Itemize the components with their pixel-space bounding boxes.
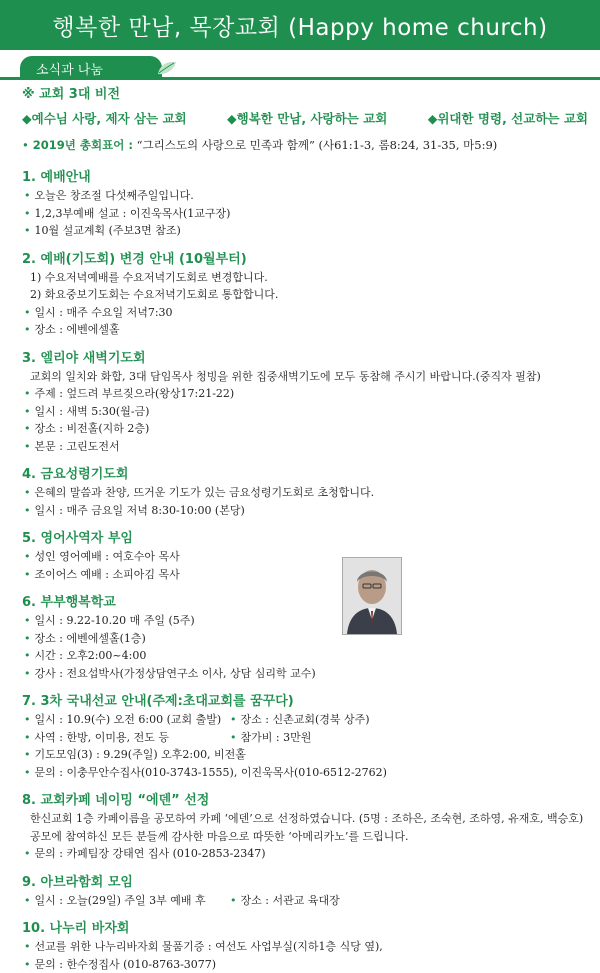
list-item: • 사역 : 한방, 이미용, 전도 등 • 참가비 : 3만원 [22, 729, 588, 747]
section-title: 1. 예배안내 [22, 168, 588, 187]
news-tab [20, 56, 162, 80]
section-title: 6. 부부행복학교 [22, 593, 588, 612]
year-motto [22, 136, 588, 154]
list-item: • 일시 : 매주 수요일 저녁7:30 [22, 304, 588, 322]
list-item: • 1,2,3부예배 설교 : 이진욱목사(1교구장) [22, 205, 588, 223]
section-dawn-prayer [22, 349, 588, 456]
list-item: • 문의 : 카페팀장 강태연 집사 (010-2853-2347) [22, 845, 588, 863]
section-title: 4. 금요성령기도회 [22, 465, 588, 484]
section-cafe-naming [22, 791, 588, 863]
section-couple-school [22, 593, 588, 682]
list-item: • 조이어스 예배 : 소피아김 목사 [22, 566, 588, 584]
list-item: • 일시 : 새벽 5:30(월-금) [22, 403, 588, 421]
header-banner [0, 0, 600, 50]
section-abraham-meeting [22, 873, 588, 910]
section-friday-prayer [22, 465, 588, 519]
list-item: • 일시 : 10.9(수) 오전 6:00 (교회 출발) • 장소 : 신촌교회(경북 상주) [22, 711, 588, 729]
vision-item: ◆위대한 명령, 선교하는 교회 [428, 110, 588, 128]
list-item: • 장소 : 비전홀(지하 2층) [22, 420, 588, 438]
list-item: • 일시 : 9.22-10.20 매 주일 (5주) [22, 612, 588, 630]
vision-item: ◆예수님 사랑, 제자 삼는 교회 [22, 110, 187, 128]
text-line: 공모에 참여하신 모든 분들께 감사한 마음으로 따뜻한 ‘아메리카노’를 드립니다. [22, 828, 588, 846]
section-title: 9. 아브라함회 모임 [22, 873, 588, 892]
tab-label: 소식과 나눔 [36, 59, 103, 78]
list-item: • 기도모임(3) : 9.29(주일) 오후2:00, 비전홀 [22, 746, 588, 764]
list-item: • 일시 : 오늘(29일) 주일 3부 예배 후 • 장소 : 서관교 육대장 [22, 892, 588, 910]
section-title: 3. 엘리야 새벽기도회 [22, 349, 588, 368]
vision-list [22, 110, 588, 128]
list-item: • 본문 : 고린도전서 [22, 438, 588, 456]
section-title: 10. 나누리 바자회 [22, 919, 588, 938]
text-line: 2) 화요중보기도회는 수요저녁기도회로 통합합니다. [22, 286, 588, 304]
list-item: • 강사 : 전요섭박사(가정상담연구소 이사, 상담 심리학 교수) [22, 665, 588, 683]
bulletin-content [22, 86, 588, 973]
list-item: • 장소 : 에벤에셀홀 [22, 321, 588, 339]
section-worship [22, 168, 588, 240]
list-item: • 성인 영어예배 : 여호수아 목사 [22, 548, 588, 566]
year-motto-label: 2019년 총회표어 : [33, 138, 133, 152]
section-title: 8. 교회카페 네이밍 “에덴” 선정 [22, 791, 588, 810]
section-title: 2. 예배(기도회) 변경 안내 (10월부터) [22, 250, 588, 269]
list-item: • 문의 : 이충무안수집사(010-3743-1555), 이진욱목사(010-6512-2762) [22, 764, 588, 782]
section-title: 7. 3차 국내선교 안내(주제:초대교회를 꿈꾸다) [22, 692, 588, 711]
section-service-change [22, 250, 588, 339]
section-title: 5. 영어사역자 부임 [22, 529, 588, 548]
list-item: • 오늘은 창조절 다섯째주일입니다. [22, 187, 588, 205]
vision-title: ※ 교회 3대 비전 [22, 86, 588, 104]
list-item: • 일시 : 매주 금요일 저녁 8:30-10:00 (본당) [22, 502, 588, 520]
text-line: 1) 수요저녁예배를 수요저녁기도회로 변경합니다. [22, 269, 588, 287]
portrait-icon [343, 558, 401, 634]
speaker-photo [342, 557, 402, 635]
section-bazaar [22, 919, 588, 973]
list-item: • 10월 설교계획 (주보3면 참조) [22, 222, 588, 240]
list-item: • 주제 : 엎드려 부르짖으라(왕상17:21-22) [22, 385, 588, 403]
bullet-icon: • [22, 138, 29, 152]
list-item: • 시간 : 오후2:00~4:00 [22, 647, 588, 665]
section-tab-bar [0, 56, 600, 80]
page-title: 행복한 만남, 목장교회 (Happy home church) [52, 9, 547, 42]
list-item: • 문의 : 한수정집사 (010-8763-3077) [22, 956, 588, 973]
list-item: • 선교를 위한 나누리바자회 물품기증 : 여선도 사업부실(지하1층 식당 옆), [22, 938, 588, 956]
list-item: • 장소 : 에벤에셀홀(1층) [22, 630, 588, 648]
section-domestic-mission [22, 692, 588, 781]
section-english-ministry [22, 529, 588, 583]
year-motto-text: “그리스도의 사랑으로 민족과 함께” (사61:1-3, 롬8:24, 31-35, 마5:9) [133, 138, 497, 152]
list-item: • 은혜의 말씀과 찬양, 뜨거운 기도가 있는 금요성령기도회로 초청합니다. [22, 484, 588, 502]
vision-item: ◆행복한 만남, 사랑하는 교회 [227, 110, 387, 128]
text-line: 한신교회 1층 카페이름을 공모하여 카페 ‘에덴’으로 선정하였습니다. (5명 : 조하은, 조숙현, 조하영, 유재호, 백승호) [22, 810, 588, 828]
leaf-icon [156, 60, 178, 76]
text-line: 교회의 일치와 화합, 3대 담임목사 청빙을 위한 집중새벽기도에 모두 동참해 주시기 바랍니다.(중직자 필참) [22, 368, 588, 386]
